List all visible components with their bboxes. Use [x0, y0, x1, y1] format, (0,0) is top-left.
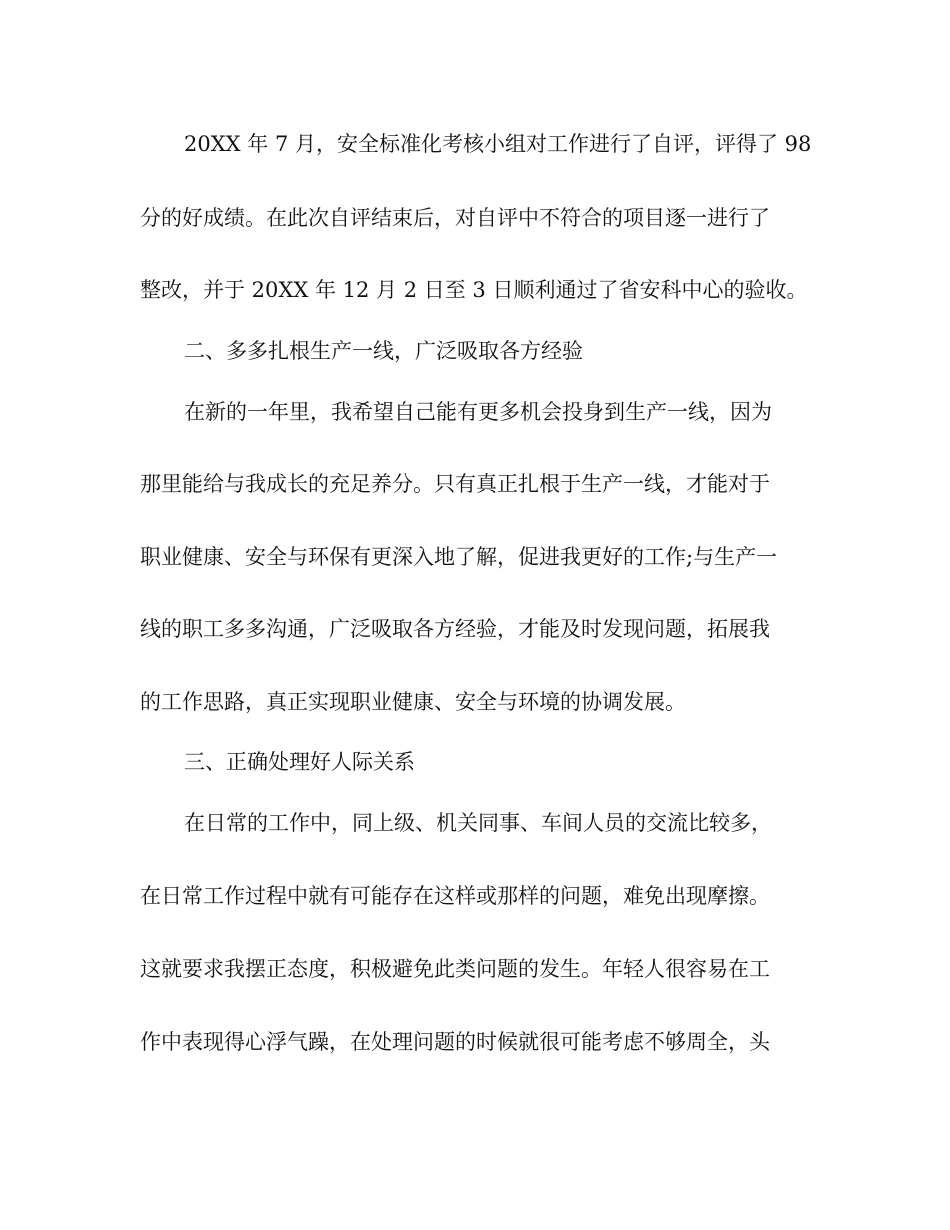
paragraph-line: 这就要求我摆正态度，积极避免此类问题的发生。年轻人很容易在工	[140, 957, 770, 981]
paragraph-line: 整改，并于 20XX 年 12 月 2 日至 3 日顺利通过了省安科中心的验收。	[140, 278, 808, 302]
section-heading: 二、多多扎根生产一线，广泛吸取各方经验	[184, 339, 583, 363]
paragraph-line: 那里能给与我成长的充足养分。只有真正扎根于生产一线，才能对于	[140, 472, 770, 496]
paragraph-line: 在日常的工作中，同上级、机关同事、车间人员的交流比较多，	[184, 811, 772, 835]
paragraph-line: 线的职工多多沟通，广泛吸取各方经验，才能及时发现问题，拓展我	[140, 617, 770, 641]
paragraph-line: 在新的一年里，我希望自己能有更多机会投身到生产一线，因为	[184, 400, 772, 424]
paragraph-line: 分的好成绩。在此次自评结束后，对自评中不符合的项目逐一进行了	[140, 206, 770, 230]
paragraph-line: 20XX 年 7 月，安全标准化考核小组对工作进行了自评，评得了 98	[184, 132, 812, 156]
section-heading: 三、正确处理好人际关系	[184, 750, 415, 774]
paragraph-line: 作中表现得心浮气躁，在处理问题的时候就很可能考虑不够周全，头	[140, 1030, 770, 1054]
paragraph-line: 的工作思路，真正实现职业健康、安全与环境的协调发展。	[140, 690, 686, 714]
paragraph-line: 在日常工作过程中就有可能存在这样或那样的问题，难免出现摩擦。	[140, 884, 770, 908]
paragraph-line: 职业健康、安全与环保有更深入地了解，促进我更好的工作;与生产一	[140, 545, 778, 569]
